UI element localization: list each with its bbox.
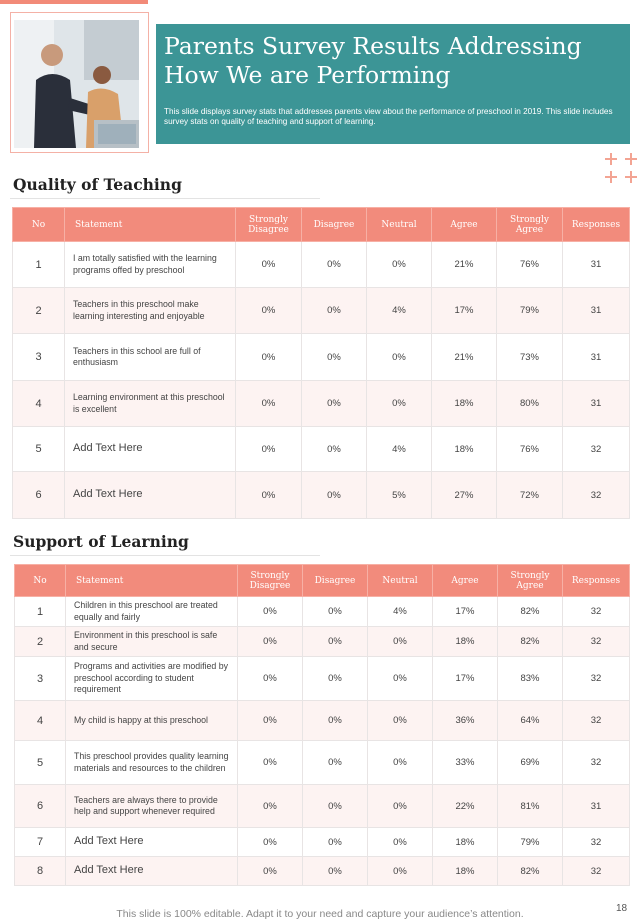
cell-neutral: 0% xyxy=(368,657,433,701)
cell-neutral: 0% xyxy=(368,857,433,886)
table-row xyxy=(15,828,630,857)
cell-agree: 27% xyxy=(432,472,497,519)
col-no: No xyxy=(15,565,66,597)
cell-agree: 22% xyxy=(433,785,498,828)
top-accent-bar xyxy=(0,0,148,4)
cell-strongly-disagree: 0% xyxy=(238,597,303,627)
cell-responses: 31 xyxy=(563,785,630,828)
row-statement: I am totally satisfied with the learning programs offed by preschool xyxy=(65,242,236,288)
page-title: Parents Survey Results Addressing How We are Performing xyxy=(164,32,582,89)
cell-strongly-disagree: 0% xyxy=(236,334,302,381)
plus-decoration-icon xyxy=(605,153,639,185)
cell-agree: 17% xyxy=(432,288,497,334)
table-header-row xyxy=(13,208,630,242)
col-responses: Responses xyxy=(563,208,630,242)
col-agree: Agree xyxy=(433,565,498,597)
cell-strongly-disagree: 0% xyxy=(238,857,303,886)
cell-disagree: 0% xyxy=(302,288,367,334)
table-row xyxy=(13,427,630,472)
cell-agree: 18% xyxy=(432,381,497,427)
cell-neutral: 4% xyxy=(367,427,432,472)
row-statement: Environment in this preschool is safe and secure xyxy=(66,627,238,657)
cell-strongly-disagree: 0% xyxy=(236,472,302,519)
row-statement: Children in this preschool are treated equally and fairly xyxy=(66,597,238,627)
table-row xyxy=(15,597,630,627)
col-strongly-disagree: Strongly Disagree xyxy=(238,565,303,597)
cell-responses: 32 xyxy=(563,828,630,857)
table-row xyxy=(15,857,630,886)
page-number: 18 xyxy=(616,903,628,914)
row-number: 5 xyxy=(15,741,66,785)
table-header-row xyxy=(15,565,630,597)
col-agree: Agree xyxy=(432,208,497,242)
row-number: 1 xyxy=(13,242,65,288)
table-row xyxy=(15,701,630,741)
cell-neutral: 0% xyxy=(367,381,432,427)
cell-disagree: 0% xyxy=(302,381,367,427)
row-number: 5 xyxy=(13,427,65,472)
row-statement: Teachers are always there to provide help and support whenever required xyxy=(66,785,238,828)
cell-strongly-agree: 76% xyxy=(497,242,563,288)
cell-strongly-agree: 82% xyxy=(498,857,563,886)
col-statement: Statement xyxy=(66,565,238,597)
cell-disagree: 0% xyxy=(303,857,368,886)
row-number: 8 xyxy=(15,857,66,886)
row-number: 6 xyxy=(15,785,66,828)
row-number: 6 xyxy=(13,472,65,519)
table-row xyxy=(13,472,630,519)
cell-disagree: 0% xyxy=(302,472,367,519)
cell-responses: 31 xyxy=(563,381,630,427)
cell-disagree: 0% xyxy=(303,701,368,741)
row-statement: Add Text Here xyxy=(65,427,236,472)
support-table xyxy=(14,564,630,886)
cell-strongly-agree: 80% xyxy=(497,381,563,427)
section-divider xyxy=(10,198,320,199)
cell-responses: 32 xyxy=(563,741,630,785)
cell-strongly-disagree: 0% xyxy=(238,741,303,785)
cell-responses: 32 xyxy=(563,627,630,657)
footer-note: This slide is 100% editable. Adapt it to your need and capture your audience’s attention. xyxy=(116,908,524,920)
table-row xyxy=(13,288,630,334)
row-statement: Teachers in this preschool make learning interesting and enjoyable xyxy=(65,288,236,334)
quality-section-title: Quality of Teaching xyxy=(13,175,182,194)
header-band xyxy=(156,24,630,144)
cell-agree: 17% xyxy=(433,657,498,701)
page-description: This slide displays survey stats that addresses parents view about the performance of preschool in 2019. This slide includes survey stats on quality of teaching and support of learning. xyxy=(164,107,613,126)
col-neutral: Neutral xyxy=(367,208,432,242)
row-number: 7 xyxy=(15,828,66,857)
cell-disagree: 0% xyxy=(303,657,368,701)
cell-disagree: 0% xyxy=(303,597,368,627)
cell-strongly-disagree: 0% xyxy=(238,657,303,701)
cell-strongly-disagree: 0% xyxy=(236,427,302,472)
cell-agree: 33% xyxy=(433,741,498,785)
cell-responses: 31 xyxy=(563,288,630,334)
row-statement: Add Text Here xyxy=(66,857,238,886)
col-no: No xyxy=(13,208,65,242)
cell-disagree: 0% xyxy=(303,741,368,785)
cell-strongly-agree: 73% xyxy=(497,334,563,381)
cell-strongly-agree: 79% xyxy=(497,288,563,334)
row-number: 2 xyxy=(15,627,66,657)
cell-strongly-disagree: 0% xyxy=(238,785,303,828)
section-divider xyxy=(10,555,320,556)
cell-disagree: 0% xyxy=(302,427,367,472)
cell-agree: 18% xyxy=(433,627,498,657)
cell-agree: 18% xyxy=(432,427,497,472)
cell-disagree: 0% xyxy=(303,828,368,857)
row-statement: Programs and activities are modified by preschool according to student requirement xyxy=(66,657,238,701)
cell-neutral: 4% xyxy=(367,288,432,334)
table-row xyxy=(15,785,630,828)
cell-strongly-agree: 76% xyxy=(497,427,563,472)
cell-responses: 32 xyxy=(563,701,630,741)
col-responses: Responses xyxy=(563,565,630,597)
row-number: 1 xyxy=(15,597,66,627)
table-row xyxy=(13,381,630,427)
cell-neutral: 0% xyxy=(368,828,433,857)
cell-agree: 21% xyxy=(432,334,497,381)
row-number: 4 xyxy=(15,701,66,741)
row-statement: This preschool provides quality learning materials and resources to the children xyxy=(66,741,238,785)
cell-neutral: 0% xyxy=(368,627,433,657)
table-row xyxy=(13,242,630,288)
row-number: 4 xyxy=(13,381,65,427)
row-statement: Add Text Here xyxy=(66,828,238,857)
cell-neutral: 0% xyxy=(367,334,432,381)
table-row xyxy=(13,334,630,381)
row-statement: Teachers in this school are full of enthusiasm xyxy=(65,334,236,381)
cell-strongly-agree: 83% xyxy=(498,657,563,701)
cell-responses: 32 xyxy=(563,427,630,472)
cell-responses: 32 xyxy=(563,472,630,519)
cell-disagree: 0% xyxy=(302,242,367,288)
row-number: 3 xyxy=(13,334,65,381)
cell-disagree: 0% xyxy=(303,627,368,657)
cell-neutral: 0% xyxy=(368,785,433,828)
cell-strongly-disagree: 0% xyxy=(238,828,303,857)
col-strongly-agree: Strongly Agree xyxy=(497,208,563,242)
cell-responses: 32 xyxy=(563,657,630,701)
cell-responses: 31 xyxy=(563,334,630,381)
row-statement: Add Text Here xyxy=(65,472,236,519)
cell-strongly-agree: 82% xyxy=(498,627,563,657)
cell-neutral: 5% xyxy=(367,472,432,519)
cell-disagree: 0% xyxy=(303,785,368,828)
row-number: 3 xyxy=(15,657,66,701)
cell-strongly-disagree: 0% xyxy=(236,242,302,288)
row-statement: My child is happy at this preschool xyxy=(66,701,238,741)
cell-strongly-agree: 79% xyxy=(498,828,563,857)
cell-neutral: 0% xyxy=(368,741,433,785)
col-disagree: Disagree xyxy=(302,208,367,242)
cell-responses: 31 xyxy=(563,242,630,288)
cell-responses: 32 xyxy=(563,597,630,627)
table-row xyxy=(15,627,630,657)
col-strongly-disagree: Strongly Disagree xyxy=(236,208,302,242)
col-neutral: Neutral xyxy=(368,565,433,597)
cell-strongly-agree: 82% xyxy=(498,597,563,627)
cell-strongly-disagree: 0% xyxy=(236,381,302,427)
col-disagree: Disagree xyxy=(303,565,368,597)
cell-strongly-disagree: 0% xyxy=(238,701,303,741)
cell-agree: 17% xyxy=(433,597,498,627)
quality-table xyxy=(12,207,630,519)
cell-neutral: 0% xyxy=(368,701,433,741)
cell-agree: 18% xyxy=(433,828,498,857)
col-strongly-agree: Strongly Agree xyxy=(498,565,563,597)
col-statement: Statement xyxy=(65,208,236,242)
cell-strongly-agree: 64% xyxy=(498,701,563,741)
cell-strongly-disagree: 0% xyxy=(236,288,302,334)
cell-neutral: 4% xyxy=(368,597,433,627)
row-statement: Learning environment at this preschool is excellent xyxy=(65,381,236,427)
table-row xyxy=(15,741,630,785)
cell-strongly-agree: 81% xyxy=(498,785,563,828)
support-section-title: Support of Learning xyxy=(13,532,189,551)
header-photo xyxy=(14,20,139,148)
cell-disagree: 0% xyxy=(302,334,367,381)
table-row xyxy=(15,657,630,701)
cell-responses: 32 xyxy=(563,857,630,886)
cell-agree: 18% xyxy=(433,857,498,886)
cell-strongly-agree: 69% xyxy=(498,741,563,785)
row-number: 2 xyxy=(13,288,65,334)
cell-strongly-agree: 72% xyxy=(497,472,563,519)
cell-agree: 36% xyxy=(433,701,498,741)
cell-neutral: 0% xyxy=(367,242,432,288)
cell-strongly-disagree: 0% xyxy=(238,627,303,657)
cell-agree: 21% xyxy=(432,242,497,288)
